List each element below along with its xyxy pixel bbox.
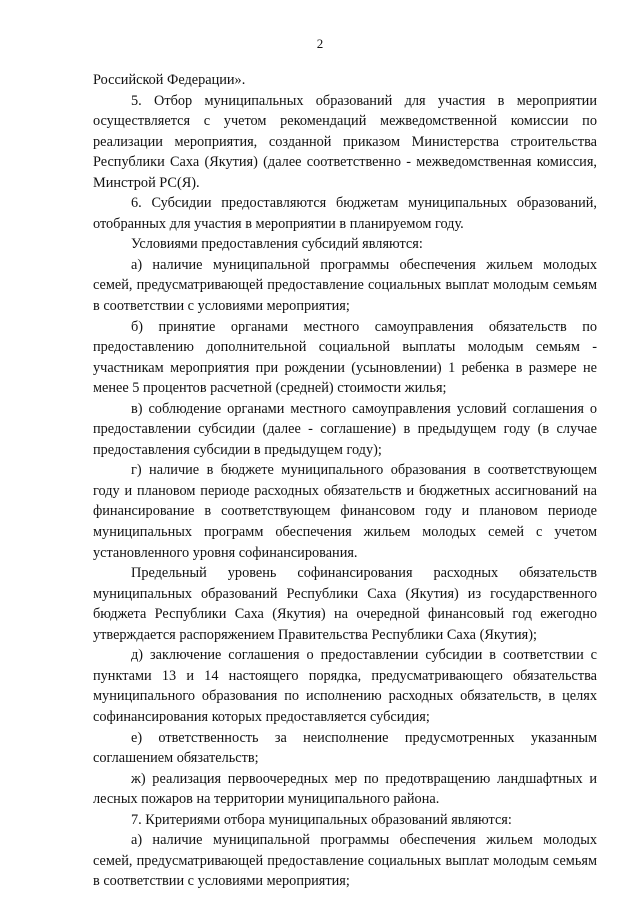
paragraph-conditions-heading: Условиями предоставления субсидий являются: [131, 236, 423, 253]
paragraph-clause-5: 5. Отбор муниципальных образований для участия в мероприятии осуществляется с учетом рекомендаций межведомственной комиссии по реализации мероприятия, созданной приказом Министерства строительства Республики Саха (Якутия) (далее соответственно - межведомственная комиссия, Минстрой РС(Я). [93, 92, 597, 191]
paragraph-condition-b: б) принятие органами местного самоуправления обязательств по предоставлению дополнительной социальной выплаты молодым семьям - участникам мероприятия при рождении (усыновлении) 1 ребенка в размере не менее 5 процентов расчетной (средней) стоимости жилья; [93, 318, 597, 397]
paragraph-cofinancing-level: Предельный уровень софинансирования расходных обязательств муниципальных образований Республики Саха (Якутия) из государственного бюджета Республики Саха (Якутия) на очередной финансовый год ежегодно утверждается распоряжением Правительства Республики Саха (Якутия); [93, 565, 597, 643]
paragraph-condition-g: г) наличие в бюджете муниципального образования в соответствующем году и плановом периоде расходных обязательств и бюджетных ассигнований на финансирование в соответствующем финансовом году и плановом периоде муниципальных программ обеспечения жильем молодых семей с учетом установленного уровня софинансирования. [93, 462, 597, 561]
paragraph-condition-d: д) заключение соглашения о предоставлении субсидии в соответствии с пунктами 13 и 14 настоящего порядка, предусматривающего обязательства муниципального образования по исполнению расходных обязательств, в целях софинансирования которых предоставляется субсидия; [93, 647, 597, 725]
paragraph-condition-a: а) наличие муниципальной программы обеспечения жильем молодых семей, предусматривающей предоставление социальных выплат молодым семьям в соответствии с условиями мероприятия; [93, 256, 597, 315]
page-number: 2 [316, 36, 324, 51]
paragraph-clause-6: 6. Субсидии предоставляются бюджетам муниципальных образований, отобранных для участия в мероприятии в планируемом году. [93, 195, 597, 232]
paragraph-condition-e: е) ответственность за неисполнение предусмотренных указанным соглашением обязательств; [93, 729, 597, 767]
paragraph-continuation: Российской Федерации». [93, 72, 246, 88]
paragraph-condition-zh: ж) реализация первоочередных мер по предотвращению ландшафтных и лесных пожаров на территории муниципального района. [93, 770, 597, 808]
paragraph-clause-7: 7. Критериями отбора муниципальных образований являются: [131, 811, 512, 828]
paragraph-criterion-a: а) наличие муниципальной программы обеспечения жильем молодых семей, предусматривающей предоставление социальных выплат молодым семьям в соответствии с условиями мероприятия; [93, 832, 597, 890]
paragraph-condition-v: в) соблюдение органами местного самоуправления условий соглашения о предоставлении субсидии (далее - соглашение) в предыдущем году (в случае предоставления субсидии в предыдущем году); [93, 400, 597, 458]
document-body [93, 70, 597, 892]
